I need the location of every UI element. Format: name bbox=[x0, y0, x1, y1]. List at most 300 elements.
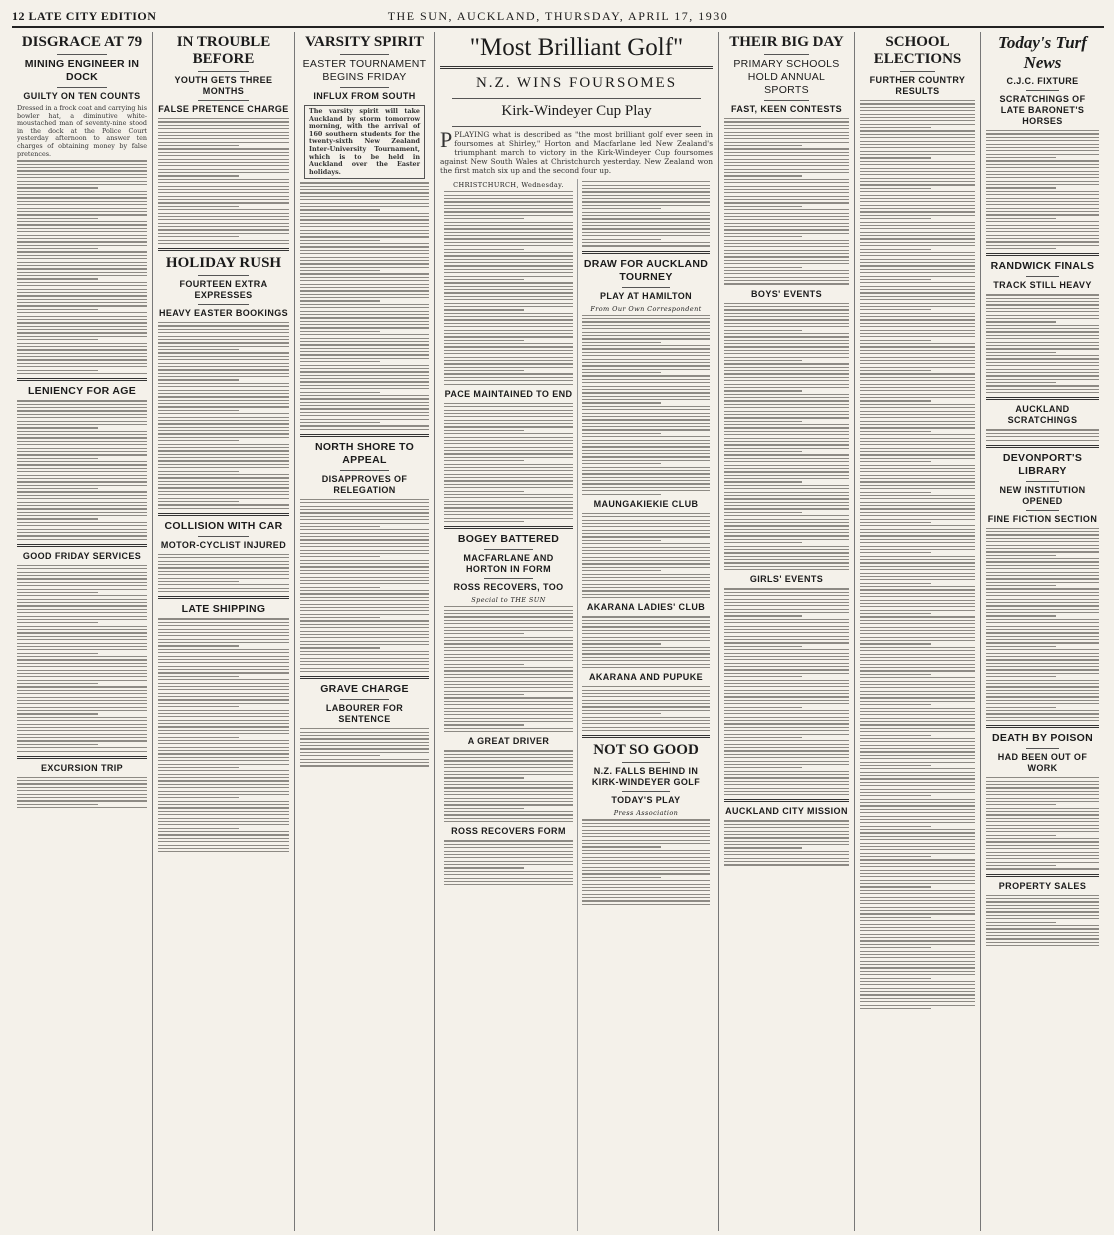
text-line bbox=[300, 600, 429, 601]
text-line bbox=[724, 434, 849, 435]
text-line bbox=[986, 531, 1099, 532]
text-line bbox=[724, 343, 849, 344]
text-line bbox=[986, 568, 1099, 569]
text-line bbox=[860, 495, 975, 496]
text-line bbox=[724, 267, 802, 268]
text-line bbox=[724, 771, 849, 772]
text-line bbox=[582, 647, 710, 648]
text-line bbox=[300, 637, 429, 638]
text-line bbox=[17, 800, 147, 801]
text-line bbox=[582, 467, 710, 468]
text-line bbox=[158, 504, 289, 505]
text-line bbox=[986, 609, 1099, 610]
text-line bbox=[582, 433, 661, 434]
text-line bbox=[860, 326, 975, 327]
text-line bbox=[860, 890, 975, 891]
text-line bbox=[724, 642, 849, 643]
text-line bbox=[444, 771, 573, 772]
text-line bbox=[860, 721, 975, 722]
text-line bbox=[986, 707, 1056, 708]
text-line bbox=[582, 321, 710, 322]
crosshead-girls-events: GIRLS' EVENTS bbox=[749, 574, 824, 585]
text-line bbox=[860, 454, 975, 455]
text-line bbox=[860, 211, 975, 212]
article-body bbox=[17, 565, 147, 752]
text-line bbox=[17, 656, 147, 657]
text-line bbox=[582, 667, 710, 668]
text-line bbox=[444, 460, 524, 461]
text-line bbox=[582, 533, 710, 534]
intro-text: The varsity spirit will take Auckland by storm tomorrow morning, with the arrival of 160 southern students for the twenty-sixth New Zealand Inter-University Tournament, which is to be held in Auckland over the Easter holidays. bbox=[309, 107, 420, 176]
columns bbox=[12, 32, 1104, 1231]
text-line bbox=[300, 607, 429, 608]
text-line bbox=[158, 571, 289, 572]
text-line bbox=[300, 738, 429, 739]
text-line bbox=[860, 522, 931, 523]
text-line bbox=[158, 359, 289, 360]
text-line bbox=[986, 541, 1099, 542]
text-line bbox=[860, 151, 975, 152]
text-line bbox=[158, 169, 289, 170]
text-line bbox=[17, 690, 147, 691]
text-line bbox=[724, 864, 849, 865]
text-line bbox=[158, 622, 289, 623]
text-line bbox=[860, 124, 975, 125]
text-line bbox=[724, 485, 849, 486]
text-line bbox=[860, 171, 975, 172]
text-line bbox=[724, 710, 849, 711]
text-line bbox=[444, 728, 573, 729]
text-line bbox=[158, 172, 289, 173]
text-line bbox=[300, 563, 429, 564]
text-line bbox=[444, 306, 573, 307]
text-line bbox=[158, 474, 289, 475]
text-line bbox=[860, 225, 975, 226]
text-line bbox=[300, 344, 429, 345]
text-line bbox=[158, 747, 289, 748]
divider bbox=[444, 526, 573, 529]
text-line bbox=[444, 491, 524, 492]
text-line bbox=[158, 557, 289, 558]
text-line bbox=[724, 700, 849, 701]
text-line bbox=[158, 838, 289, 839]
text-line bbox=[860, 262, 975, 263]
subheadline-easter-bookings: HEAVY EASTER BOOKINGS bbox=[158, 308, 289, 319]
text-line bbox=[582, 396, 710, 397]
text-line bbox=[444, 521, 524, 522]
text-line bbox=[860, 620, 975, 621]
text-line bbox=[986, 794, 1099, 795]
text-line bbox=[158, 209, 289, 210]
text-line bbox=[724, 622, 849, 623]
text-line bbox=[300, 230, 429, 231]
text-line bbox=[582, 523, 710, 524]
text-line bbox=[158, 481, 289, 482]
headline-in-trouble: IN TROUBLE BEFORE bbox=[176, 34, 271, 67]
text-line bbox=[158, 329, 289, 330]
text-line bbox=[158, 182, 289, 183]
text-line bbox=[724, 636, 849, 637]
divider bbox=[340, 54, 389, 55]
text-line bbox=[444, 697, 573, 698]
text-line bbox=[158, 410, 239, 411]
text-line bbox=[582, 530, 710, 531]
text-line bbox=[582, 863, 710, 864]
text-line bbox=[300, 284, 429, 285]
text-line bbox=[17, 174, 147, 175]
text-line bbox=[582, 703, 710, 704]
text-line bbox=[860, 805, 975, 806]
text-line bbox=[444, 450, 573, 451]
text-line bbox=[724, 424, 849, 425]
text-line bbox=[17, 339, 98, 340]
text-line bbox=[582, 188, 710, 189]
text-line bbox=[582, 887, 710, 888]
text-line bbox=[860, 218, 931, 219]
text-line bbox=[860, 846, 975, 847]
text-line bbox=[724, 458, 849, 459]
text-line bbox=[986, 828, 1099, 829]
text-line bbox=[582, 897, 710, 898]
text-line bbox=[17, 649, 147, 650]
text-line bbox=[724, 737, 802, 738]
text-line bbox=[17, 488, 98, 489]
text-line bbox=[158, 574, 289, 575]
text-line bbox=[444, 774, 573, 775]
text-line bbox=[444, 701, 573, 702]
text-line bbox=[444, 340, 524, 341]
text-line bbox=[300, 408, 429, 409]
text-line bbox=[444, 282, 573, 283]
text-line bbox=[860, 883, 975, 884]
text-line bbox=[860, 573, 975, 574]
text-line bbox=[300, 752, 429, 753]
text-line bbox=[17, 512, 147, 513]
text-line bbox=[860, 569, 975, 570]
divider bbox=[452, 126, 701, 127]
text-line bbox=[444, 303, 573, 304]
text-line bbox=[158, 444, 289, 445]
text-line bbox=[158, 750, 289, 751]
text-line bbox=[724, 757, 849, 758]
text-line bbox=[724, 747, 849, 748]
text-line bbox=[860, 306, 975, 307]
text-line bbox=[444, 724, 524, 725]
text-line bbox=[860, 984, 975, 985]
text-line bbox=[860, 292, 975, 293]
text-line bbox=[582, 487, 710, 488]
text-line bbox=[724, 219, 849, 220]
text-line bbox=[860, 549, 975, 550]
text-line bbox=[300, 641, 429, 642]
text-line bbox=[860, 323, 975, 324]
masthead bbox=[12, 6, 1104, 28]
text-line bbox=[724, 448, 849, 449]
divider bbox=[900, 71, 935, 72]
text-line bbox=[860, 643, 931, 644]
text-line bbox=[300, 300, 380, 301]
text-line bbox=[444, 664, 524, 665]
text-line bbox=[17, 522, 147, 523]
subheadline-youth: YOUTH GETS THREE MONTHS bbox=[174, 75, 273, 96]
text-line bbox=[986, 646, 1056, 647]
text-line bbox=[158, 814, 289, 815]
text-line bbox=[444, 711, 573, 712]
text-line bbox=[986, 160, 1099, 161]
text-line bbox=[17, 431, 147, 432]
text-line bbox=[444, 430, 524, 431]
text-line bbox=[724, 475, 849, 476]
text-line bbox=[17, 582, 147, 583]
text-line bbox=[158, 121, 289, 122]
text-line bbox=[582, 904, 710, 905]
text-line bbox=[724, 206, 802, 207]
text-line bbox=[158, 464, 289, 465]
text-line bbox=[582, 630, 710, 631]
text-line bbox=[444, 687, 573, 688]
text-line bbox=[724, 370, 849, 371]
article-body bbox=[986, 895, 1099, 947]
text-line bbox=[300, 317, 429, 318]
text-line bbox=[724, 498, 849, 499]
headline-collision: COLLISION WITH CAR bbox=[164, 519, 283, 532]
text-line bbox=[158, 406, 289, 407]
text-line bbox=[444, 627, 573, 628]
text-line bbox=[582, 587, 710, 588]
text-line bbox=[158, 578, 289, 579]
text-line bbox=[17, 191, 147, 192]
text-line bbox=[582, 823, 710, 824]
text-line bbox=[860, 390, 975, 391]
text-line bbox=[300, 250, 429, 251]
text-line bbox=[724, 632, 849, 633]
text-line bbox=[986, 615, 1056, 616]
text-line bbox=[17, 326, 147, 327]
text-line bbox=[724, 492, 849, 493]
text-line bbox=[860, 674, 931, 675]
text-line bbox=[17, 589, 147, 590]
text-line bbox=[986, 932, 1099, 933]
text-line bbox=[860, 367, 975, 368]
text-line bbox=[444, 299, 573, 300]
text-line bbox=[860, 836, 975, 837]
text-line bbox=[444, 681, 573, 682]
text-line bbox=[582, 706, 710, 707]
text-line bbox=[17, 481, 147, 482]
text-line bbox=[724, 155, 849, 156]
text-line bbox=[158, 179, 289, 180]
text-line bbox=[860, 951, 975, 952]
text-line bbox=[300, 287, 429, 288]
text-line bbox=[724, 525, 849, 526]
text-line bbox=[582, 574, 710, 575]
text-line bbox=[158, 390, 289, 391]
text-line bbox=[158, 192, 289, 193]
text-line bbox=[724, 277, 849, 278]
text-line bbox=[724, 125, 849, 126]
headline-property-sales: PROPERTY SALES bbox=[998, 880, 1087, 891]
text-line bbox=[986, 777, 1099, 778]
text-line bbox=[17, 720, 147, 721]
text-line bbox=[158, 804, 289, 805]
text-line bbox=[582, 857, 710, 858]
text-line bbox=[860, 438, 975, 439]
text-line bbox=[860, 826, 931, 827]
text-line bbox=[582, 443, 710, 444]
text-line bbox=[860, 785, 975, 786]
text-line bbox=[860, 184, 975, 185]
text-line bbox=[444, 731, 573, 732]
text-line bbox=[724, 669, 849, 670]
text-line bbox=[158, 797, 239, 798]
text-line bbox=[724, 319, 849, 320]
text-line bbox=[986, 666, 1099, 667]
text-line bbox=[860, 471, 975, 472]
text-line bbox=[300, 378, 429, 379]
text-line bbox=[986, 787, 1099, 788]
text-line bbox=[860, 562, 975, 563]
text-line bbox=[986, 901, 1099, 902]
text-line bbox=[444, 791, 573, 792]
text-line bbox=[860, 276, 975, 277]
text-line bbox=[582, 419, 710, 420]
text-line bbox=[444, 864, 573, 865]
text-line bbox=[582, 637, 710, 638]
text-line bbox=[860, 724, 975, 725]
text-line bbox=[986, 686, 1099, 687]
text-line bbox=[724, 169, 849, 170]
text-line bbox=[158, 457, 289, 458]
text-line bbox=[860, 444, 975, 445]
text-line bbox=[582, 426, 710, 427]
text-line bbox=[17, 295, 147, 296]
text-line bbox=[986, 538, 1099, 539]
text-line bbox=[582, 232, 710, 233]
text-line bbox=[582, 580, 710, 581]
text-line bbox=[582, 494, 661, 495]
text-line bbox=[582, 623, 710, 624]
text-line bbox=[860, 1008, 931, 1009]
text-line bbox=[986, 321, 1056, 322]
text-line bbox=[300, 728, 429, 729]
text-line bbox=[986, 945, 1099, 946]
text-line bbox=[17, 602, 147, 603]
text-line bbox=[860, 330, 975, 331]
text-line bbox=[724, 847, 802, 848]
text-line bbox=[300, 651, 429, 652]
text-line bbox=[158, 213, 289, 214]
text-line bbox=[860, 188, 931, 189]
lead-subcolumn-2 bbox=[577, 179, 714, 1231]
text-line bbox=[444, 269, 573, 270]
text-line bbox=[986, 147, 1099, 148]
text-line bbox=[986, 238, 1099, 239]
text-line bbox=[860, 120, 975, 121]
text-line bbox=[444, 854, 573, 855]
text-line bbox=[17, 356, 147, 357]
text-line bbox=[860, 765, 931, 766]
text-line bbox=[724, 148, 849, 149]
text-line bbox=[300, 587, 380, 588]
text-line bbox=[300, 512, 429, 513]
text-line bbox=[582, 570, 661, 571]
text-line bbox=[444, 767, 573, 768]
text-line bbox=[724, 135, 849, 136]
text-line bbox=[986, 865, 1056, 866]
article-intro-box bbox=[304, 105, 425, 179]
text-line bbox=[860, 613, 931, 614]
text-line bbox=[158, 818, 289, 819]
article-body bbox=[582, 686, 710, 731]
text-line bbox=[582, 653, 710, 654]
text-line bbox=[17, 177, 147, 178]
text-line bbox=[860, 647, 975, 648]
text-line bbox=[444, 262, 573, 263]
text-line bbox=[860, 778, 975, 779]
text-line bbox=[986, 436, 1099, 437]
text-line bbox=[724, 612, 849, 613]
text-line bbox=[724, 690, 849, 691]
text-line bbox=[860, 414, 975, 415]
text-line bbox=[300, 402, 429, 403]
text-line bbox=[444, 286, 573, 287]
text-line bbox=[444, 363, 573, 364]
text-line bbox=[17, 518, 98, 519]
text-line bbox=[986, 710, 1099, 711]
text-line bbox=[986, 358, 1099, 359]
text-line bbox=[860, 660, 975, 661]
text-line bbox=[724, 199, 849, 200]
text-line bbox=[860, 903, 975, 904]
text-line bbox=[860, 421, 975, 422]
subheadline-false-pretence: FALSE PRETENCE CHARGE bbox=[158, 104, 289, 114]
text-line bbox=[17, 187, 98, 188]
text-line bbox=[724, 723, 849, 724]
text-line bbox=[582, 215, 710, 216]
text-line bbox=[860, 731, 975, 732]
text-line bbox=[986, 248, 1056, 249]
text-line bbox=[17, 292, 147, 293]
text-line bbox=[582, 239, 661, 240]
text-line bbox=[17, 231, 147, 232]
text-line bbox=[158, 730, 289, 731]
text-line bbox=[860, 195, 975, 196]
article-body bbox=[582, 513, 710, 599]
text-line bbox=[300, 593, 429, 594]
text-line bbox=[724, 505, 849, 506]
text-line bbox=[724, 602, 849, 603]
text-line bbox=[444, 750, 573, 751]
text-line bbox=[860, 789, 975, 790]
divider bbox=[300, 434, 429, 437]
text-line bbox=[724, 549, 849, 550]
text-line bbox=[158, 824, 289, 825]
text-line bbox=[158, 152, 289, 153]
text-line bbox=[860, 603, 975, 604]
divider bbox=[198, 275, 249, 276]
text-line bbox=[158, 403, 289, 404]
text-line bbox=[724, 659, 849, 660]
column-2 bbox=[152, 32, 294, 1231]
text-line bbox=[300, 196, 429, 197]
text-line bbox=[986, 167, 1099, 168]
text-line bbox=[724, 649, 849, 650]
text-line bbox=[444, 377, 573, 378]
text-line bbox=[17, 214, 147, 215]
text-line bbox=[724, 605, 849, 606]
text-line bbox=[300, 341, 429, 342]
text-line bbox=[860, 205, 975, 206]
